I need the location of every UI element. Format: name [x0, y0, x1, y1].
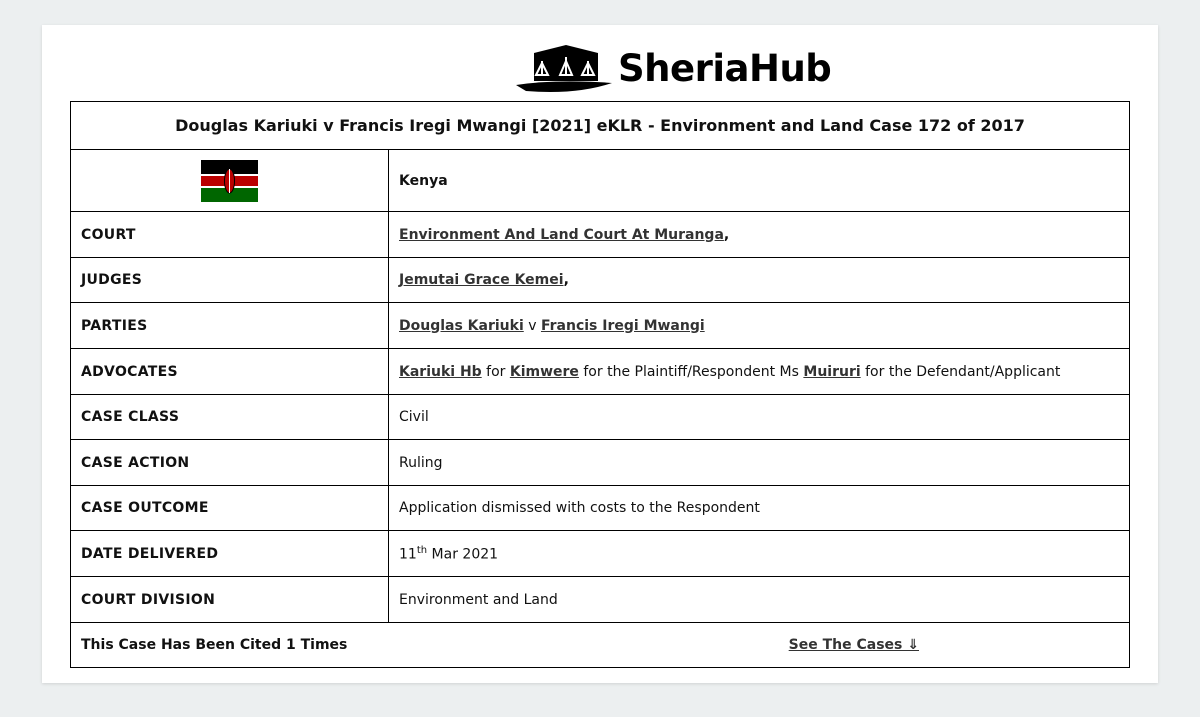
see-cases-link[interactable]: See The Cases ⇓	[788, 637, 919, 653]
judges-value: Jemutai Grace Kemei,	[389, 258, 1130, 303]
date-suffix: th	[416, 544, 428, 556]
parties-label: PARTIES	[71, 303, 389, 349]
cited-row	[71, 623, 1130, 668]
advocates-label: ADVOCATES	[71, 349, 389, 395]
case-outcome-label: CASE OUTCOME	[71, 486, 389, 531]
court-division-value: Environment and Land	[389, 577, 1130, 623]
case-action-value: Ruling	[389, 440, 1130, 486]
kenya-flag-icon	[201, 160, 258, 202]
judges-label: JUDGES	[71, 258, 389, 303]
advocate-text-2: for the Plaintiff/Respondent Ms	[583, 363, 799, 380]
advocates-value	[389, 349, 1130, 395]
sheriahub-logo[interactable]	[516, 43, 831, 93]
advocate-link-2[interactable]: Kimwere	[509, 363, 579, 380]
case-class-label: CASE CLASS	[71, 395, 389, 440]
parties-separator: v	[528, 317, 537, 334]
date-delivered-value	[389, 531, 1130, 577]
cited-count-text: This Case Has Been Cited 1 Times	[81, 637, 348, 653]
case-outcome-value: Application dismissed with costs to the Respondent	[389, 486, 1130, 531]
logo-text: SheriaHub	[618, 46, 832, 90]
court-link[interactable]: Environment And Land Court At Muranga	[399, 226, 724, 243]
case-action-label: CASE ACTION	[71, 440, 389, 486]
advocate-text-3: for the Defendant/Applicant	[865, 363, 1061, 380]
date-day: 11	[399, 546, 417, 563]
court-division-label: COURT DIVISION	[71, 577, 389, 623]
country-name: Kenya	[389, 150, 1130, 212]
flag-cell	[71, 150, 389, 212]
party-link-plaintiff[interactable]: Douglas Kariuki	[399, 317, 524, 334]
case-class-value: Civil	[389, 395, 1130, 440]
case-title: Douglas Kariuki v Francis Iregi Mwangi [2021] eKLR - Environment and Land Case 172 of 2017	[71, 102, 1130, 150]
date-month-year: Mar 2021	[431, 546, 499, 563]
case-card	[42, 25, 1158, 683]
advocate-link-1[interactable]: Kariuki Hb	[399, 363, 482, 380]
parties-value	[389, 303, 1130, 349]
case-details-table	[70, 101, 1130, 668]
party-link-defendant[interactable]: Francis Iregi Mwangi	[540, 317, 705, 334]
advocate-link-3[interactable]: Muiruri	[803, 363, 861, 380]
court-value: Environment And Land Court At Muranga,	[389, 212, 1130, 258]
judge-link[interactable]: Jemutai Grace Kemei	[399, 272, 564, 288]
logo-scales-icon	[516, 43, 616, 93]
date-delivered-label: DATE DELIVERED	[71, 531, 389, 577]
advocate-text-1: for	[486, 363, 506, 380]
court-label: COURT	[71, 212, 389, 258]
